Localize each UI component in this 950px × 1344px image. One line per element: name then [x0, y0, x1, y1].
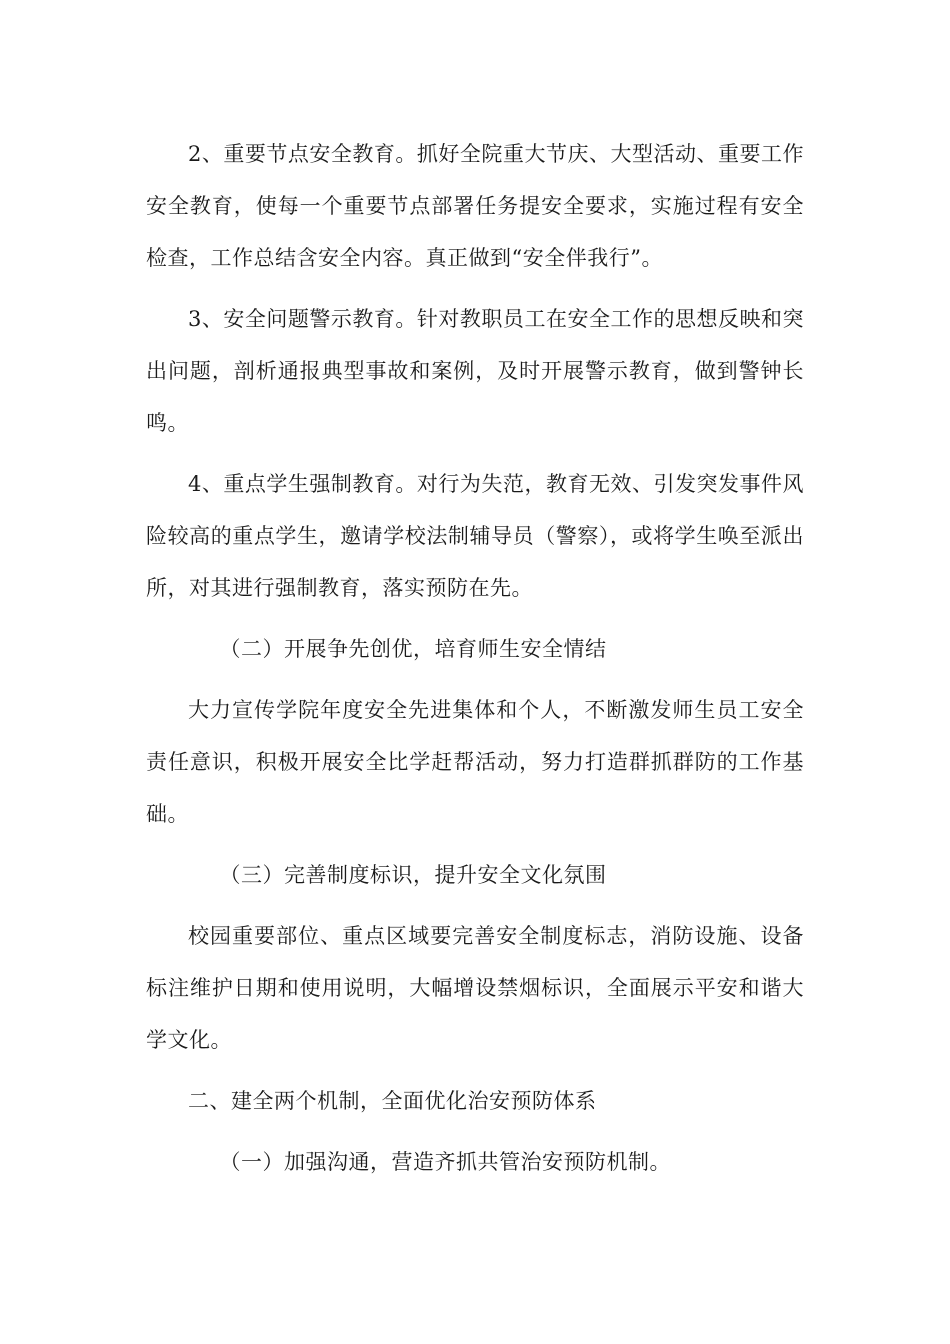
section-heading-system-signage: （三）完善制度标识，提升安全文化氛围 — [219, 863, 607, 887]
chapter-heading-two-mechanisms: 二、建全两个机制，全面优化治安预防体系 — [188, 1089, 597, 1113]
section-heading-excellence: （二）开展争先创优，培育师生安全情结 — [219, 637, 607, 661]
paragraph-publicize-advanced: 大力宣传学院年度安全先进集体和个人，不断激发师生员工安全责任意识，积极开展安全比学赶帮活动，努力打造群抓群防的工作基础。 — [146, 698, 804, 826]
paragraph-student-mandatory-education: 4、重点学生强制教育。对行为失范，教育无效、引发突发事件风险较高的重点学生，邀请学校法制辅导员（警察），或将学生唤至派出所，对其进行强制教育，落实预防在先。 — [146, 472, 804, 600]
document-body — [146, 128, 804, 1188]
paragraph-safety-warning-education: 3、安全问题警示教育。针对教职员工在安全工作的思想反映和突出问题，剖析通报典型事故和案例，及时开展警示教育，做到警钟长鸣。 — [146, 307, 804, 435]
section-heading-communication: （一）加强沟通，营造齐抓共管治安预防机制。 — [219, 1150, 671, 1174]
paragraph-campus-signage: 校园重要部位、重点区域要完善安全制度标志，消防设施、设备标注维护日期和使用说明，大幅增设禁烟标识，全面展示平安和谐大学文化。 — [146, 924, 804, 1052]
paragraph-key-node-safety-education: 2、重要节点安全教育。抓好全院重大节庆、大型活动、重要工作安全教育，使每一个重要节点部署任务提安全要求，实施过程有安全检查，工作总结含安全内容。真正做到“安全伴我行”。 — [146, 142, 804, 270]
